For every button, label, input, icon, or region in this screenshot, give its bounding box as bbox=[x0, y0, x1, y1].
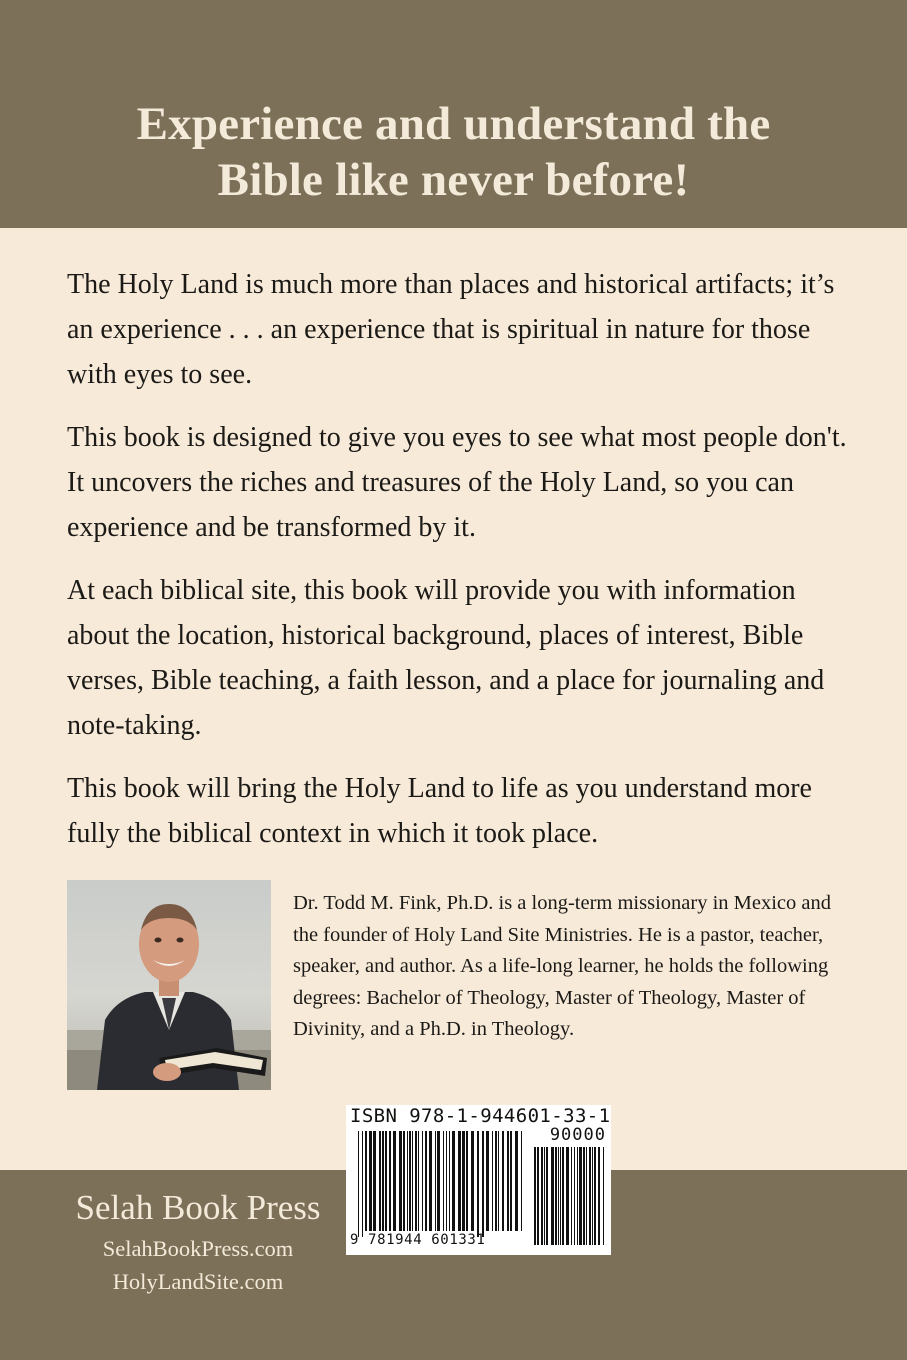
barcode-bar bbox=[403, 1131, 405, 1231]
barcode-bar bbox=[598, 1147, 600, 1245]
barcode-bar bbox=[482, 1131, 484, 1237]
barcode-bar bbox=[429, 1131, 432, 1231]
barcode-bar bbox=[544, 1147, 545, 1245]
paragraph-closing: This book will bring the Holy Land to life as you understand more fully the biblical context in which it took place. bbox=[67, 773, 812, 849]
barcode-bar bbox=[594, 1147, 596, 1245]
barcode-bar bbox=[471, 1131, 474, 1231]
barcode-bar bbox=[515, 1131, 518, 1231]
barcode-bar bbox=[399, 1131, 402, 1231]
barcode-bar bbox=[466, 1131, 468, 1231]
publisher-block bbox=[52, 1184, 344, 1298]
author-portrait-illustration bbox=[67, 880, 271, 1090]
barcode-bar bbox=[358, 1131, 359, 1237]
barcode-bar bbox=[574, 1147, 575, 1245]
barcode-bar bbox=[365, 1131, 367, 1231]
barcode-bar bbox=[486, 1131, 489, 1231]
headline-line-2: Bible like never before! bbox=[217, 154, 690, 206]
barcode-bar bbox=[507, 1131, 509, 1231]
barcode-bar bbox=[458, 1131, 461, 1231]
ean-digits: 9 781944 601331 bbox=[350, 1232, 486, 1248]
barcode-bar bbox=[537, 1147, 539, 1245]
barcode-bar bbox=[462, 1131, 465, 1231]
barcode-bar bbox=[443, 1131, 444, 1231]
barcode-bar bbox=[534, 1147, 536, 1245]
barcode-bar bbox=[437, 1131, 440, 1231]
barcode-bar bbox=[566, 1147, 569, 1245]
barcode-bar bbox=[446, 1131, 447, 1231]
barcode-bar bbox=[385, 1131, 387, 1231]
barcode-bar bbox=[589, 1147, 591, 1245]
barcode-bar bbox=[393, 1131, 396, 1231]
barcode-bar bbox=[477, 1131, 479, 1237]
ministry-url: HolyLandSite.com bbox=[112, 1269, 284, 1294]
barcode-bar bbox=[521, 1131, 522, 1231]
barcode-bar bbox=[422, 1131, 423, 1231]
isbn-label: ISBN 978-1-944601-33-1 bbox=[350, 1105, 611, 1127]
barcode-bar bbox=[555, 1147, 557, 1245]
barcode-bar bbox=[452, 1131, 455, 1231]
barcode-bar bbox=[586, 1147, 587, 1245]
barcode-bar bbox=[579, 1147, 582, 1245]
barcode-bar bbox=[495, 1131, 497, 1231]
barcode-bar bbox=[492, 1131, 493, 1231]
publisher-url: SelahBookPress.com bbox=[102, 1236, 294, 1261]
barcode-bar bbox=[415, 1131, 417, 1231]
barcode-bar bbox=[502, 1131, 504, 1231]
barcode-bar bbox=[362, 1131, 363, 1237]
barcode-bar bbox=[592, 1147, 593, 1245]
barcode-bar bbox=[418, 1131, 419, 1231]
barcode-bar bbox=[379, 1131, 381, 1231]
barcode-bar bbox=[407, 1131, 408, 1231]
barcode-bar bbox=[510, 1131, 512, 1231]
paragraph-purpose: This book is designed to give you eyes to see what most people don't. It uncovers the riches and treasures of the Holy Land, so you can experience and be transformed by it. bbox=[67, 422, 847, 543]
barcode-bar bbox=[583, 1147, 585, 1245]
barcode-bar bbox=[571, 1147, 572, 1245]
barcode-bar bbox=[382, 1131, 384, 1231]
publisher-name: Selah Book Press bbox=[75, 1188, 321, 1227]
barcode-bar bbox=[498, 1131, 499, 1231]
barcode-bar bbox=[373, 1131, 376, 1231]
barcode-bar bbox=[603, 1147, 604, 1245]
barcode-bar bbox=[546, 1147, 548, 1245]
barcode-bar bbox=[425, 1131, 427, 1231]
paragraph-intro: The Holy Land is much more than places and historical artifacts; it’s an experience . . . an experience that is spiritual in nature for those with eyes to see. bbox=[67, 269, 835, 390]
barcode-bar bbox=[412, 1131, 413, 1231]
barcode-bar bbox=[551, 1147, 554, 1245]
barcode-bar bbox=[449, 1131, 450, 1231]
barcode-bar bbox=[562, 1147, 564, 1245]
author-bio: Dr. Todd M. Fink, Ph.D. is a long-term missionary in Mexico and the founder of Holy Land Site Ministries. He is a pastor, teacher, speaker, and author. As a life-long learner, he holds the following degrees: Bachelor of Theology, Master of Theology, Master of Divinity, and a Ph.D. in Theology. bbox=[293, 892, 831, 1041]
barcode-bar bbox=[541, 1147, 543, 1245]
barcode-bar bbox=[389, 1131, 391, 1231]
headline bbox=[0, 96, 907, 208]
barcode-bar bbox=[558, 1147, 559, 1245]
author-photo bbox=[67, 880, 271, 1090]
price-code: 90000 bbox=[549, 1125, 606, 1145]
barcode-bar bbox=[435, 1131, 436, 1231]
paragraph-contents: At each biblical site, this book will provide you with information about the location, historical background, places of interest, Bible verses, Bible teaching, a faith lesson, and a place for journaling and note-taking. bbox=[67, 575, 825, 741]
barcode-bar bbox=[560, 1147, 561, 1245]
description bbox=[67, 262, 857, 874]
barcode-bar bbox=[369, 1131, 372, 1231]
barcode-bar bbox=[409, 1131, 411, 1231]
isbn-barcode bbox=[346, 1105, 611, 1255]
barcode-bar bbox=[577, 1147, 578, 1245]
headline-line-1: Experience and understand the bbox=[136, 98, 771, 150]
